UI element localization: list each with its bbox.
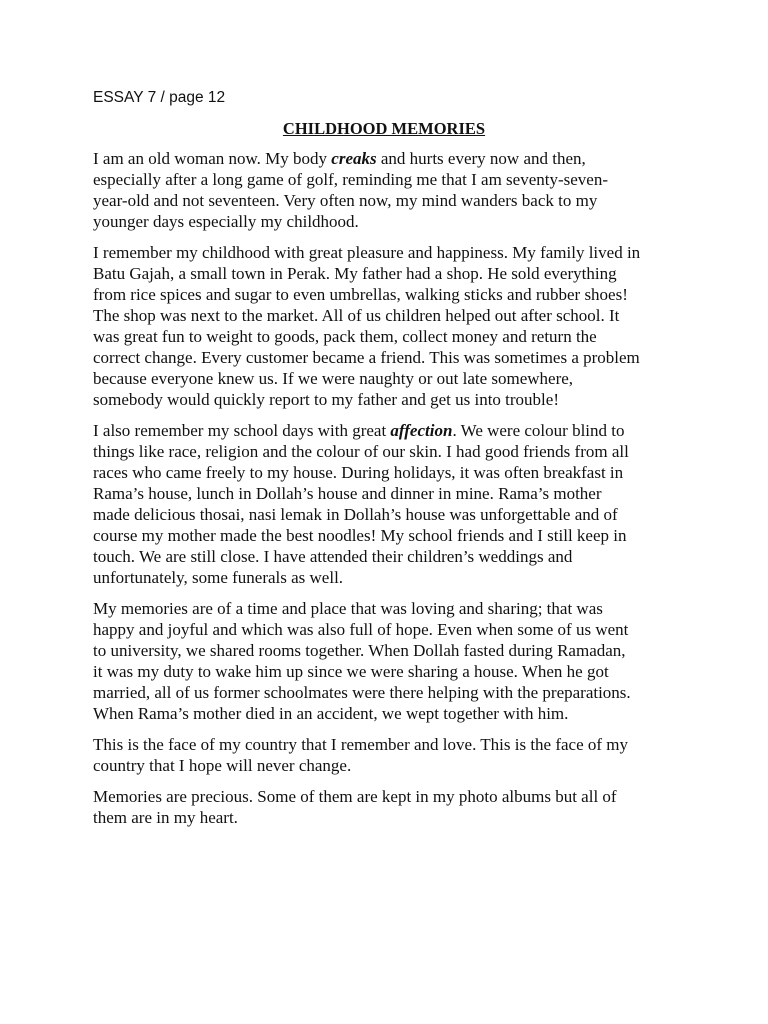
text-line: Batu Gajah, a small town in Perak. My father had a shop. He sold everything xyxy=(93,264,617,283)
text-line: somebody would quickly report to my father and get us into trouble! xyxy=(93,390,559,409)
emphasized-word: creaks xyxy=(331,149,377,168)
text-line: Memories are precious. Some of them are kept in my photo albums but all of xyxy=(93,787,617,806)
text-line xyxy=(93,148,693,169)
page-header: ESSAY 7 / page 12 xyxy=(93,89,226,106)
text-line: because everyone knew us. If we were naughty or out late somewhere, xyxy=(93,369,574,388)
text-line: year-old and not seventeen. Very often now, my mind wanders back to my xyxy=(93,191,598,210)
text-line: course my mother made the best noodles! My school friends and I still keep in xyxy=(93,526,627,545)
text-line: it was my duty to wake him up since we were sharing a house. When he got xyxy=(93,662,609,681)
text-line: was great fun to weight to goods, pack them, collect money and return the xyxy=(93,327,597,346)
text-line: unfortunately, some funerals as well. xyxy=(93,568,344,587)
text-line: things like race, religion and the colour of our skin. I had good friends from all xyxy=(93,442,629,461)
essay-body xyxy=(93,148,693,838)
text-line: made delicious thosai, nasi lemak in Dollah’s house was unforgettable and of xyxy=(93,505,618,524)
text-line: correct change. Every customer became a friend. This was sometimes a problem xyxy=(93,348,640,367)
text-line: younger days especially my childhood. xyxy=(93,212,359,231)
essay-title: CHILDHOOD MEMORIES xyxy=(282,119,486,138)
paragraph xyxy=(93,242,693,410)
paragraph xyxy=(93,148,693,232)
text-line: I remember my childhood with great pleasure and happiness. My family lived in xyxy=(93,243,641,262)
text-line: especially after a long game of golf, reminding me that I am seventy-seven- xyxy=(93,170,609,189)
text-line: happy and joyful and which was also full of hope. Even when some of us went xyxy=(93,620,629,639)
text-line: When Rama’s mother died in an accident, we wept together with him. xyxy=(93,704,569,723)
paragraph xyxy=(93,786,693,828)
paragraph xyxy=(93,734,693,776)
text-line: to university, we shared rooms together. When Dollah fasted during Ramadan, xyxy=(93,641,626,660)
paragraph xyxy=(93,420,693,588)
paragraph xyxy=(93,598,693,724)
text-line: them are in my heart. xyxy=(93,808,238,827)
text-line: The shop was next to the market. All of us children helped out after school. It xyxy=(93,306,620,325)
text-line: Rama’s house, lunch in Dollah’s house and dinner in mine. Rama’s mother xyxy=(93,484,602,503)
line-text-after: and hurts every now and then, xyxy=(376,149,586,168)
text-line: touch. We are still close. I have attended their children’s weddings and xyxy=(93,547,573,566)
line-text-before: I am an old woman now. My body xyxy=(93,149,332,168)
text-line: My memories are of a time and place that was loving and sharing; that was xyxy=(93,599,603,618)
text-line: married, all of us former schoolmates were there helping with the preparations. xyxy=(93,683,631,702)
line-text-after: . We were colour blind to xyxy=(452,421,625,440)
text-line: This is the face of my country that I remember and love. This is the face of my xyxy=(93,735,629,754)
text-line: from rice spices and sugar to even umbrellas, walking sticks and rubber shoes! xyxy=(93,285,628,304)
emphasized-word: affection xyxy=(390,421,453,440)
line-text-before: I also remember my school days with great xyxy=(93,421,391,440)
text-line xyxy=(93,420,693,441)
text-line: country that I hope will never change. xyxy=(93,756,352,775)
text-line: races who came freely to my house. During holidays, it was often breakfast in xyxy=(93,463,624,482)
